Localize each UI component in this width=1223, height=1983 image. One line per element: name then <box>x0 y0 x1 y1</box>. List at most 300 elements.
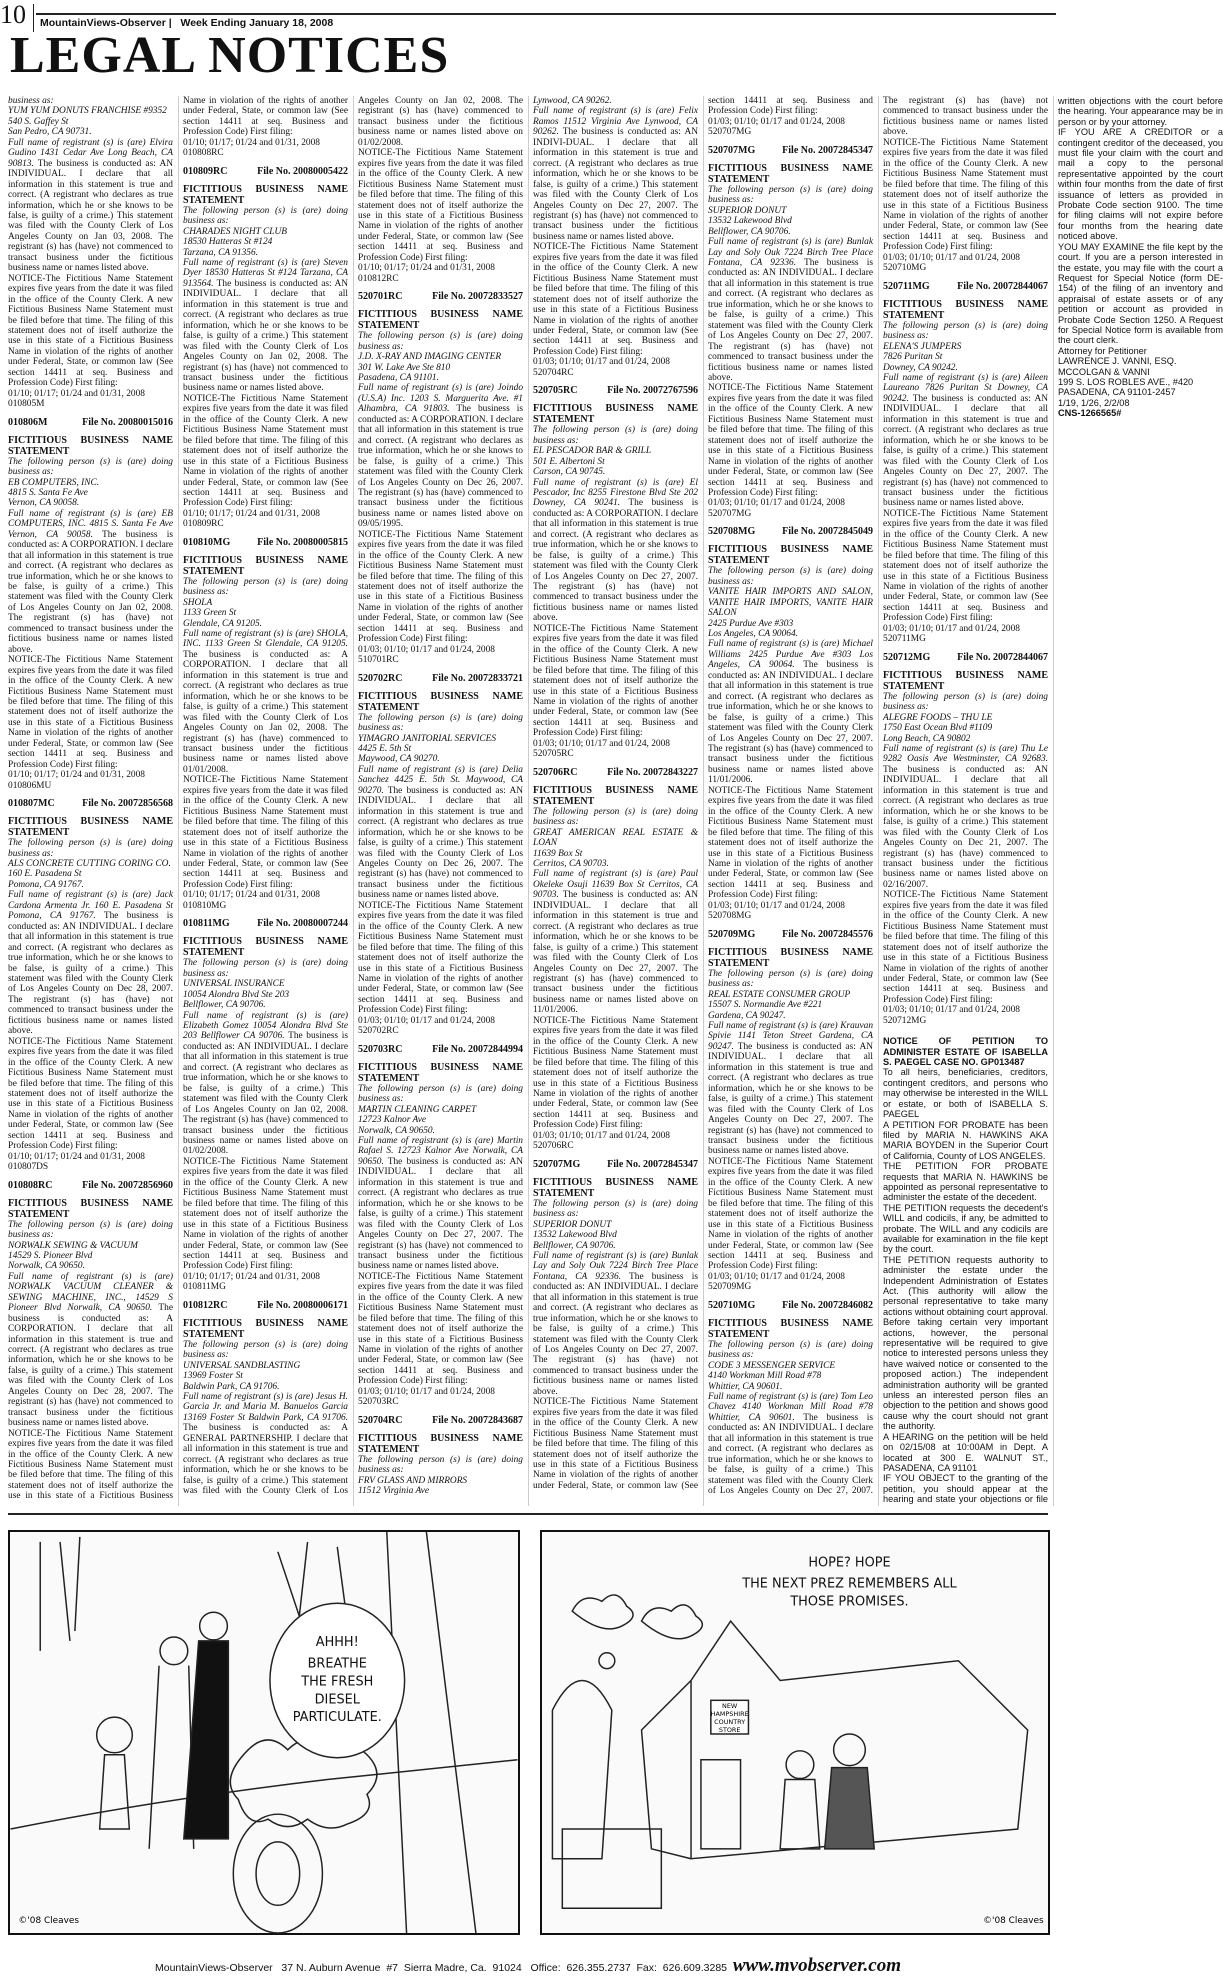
dba-line: YIMAGRO JANITORIAL SERVICES <box>358 733 497 744</box>
dba-line: Cerritos, CA 90703. <box>533 859 609 869</box>
dba-line: Bellflower, CA 90706. <box>708 226 791 237</box>
dba-line: Pomona, CA 91767. <box>8 879 84 890</box>
registrant-prefix: Full name of registrant (s) is (are) <box>8 137 146 148</box>
declaration: I declare that all information in this statement is true and correct. (A registrant who declares as true information, which he or she knows to be false, is guilty of a crime.) <box>533 900 699 953</box>
notice-heading: FICTITIOUS BUSINESS NAME STATEMENT <box>708 1317 873 1340</box>
dba-line: 13532 Lakewood Blvd <box>533 1230 617 1241</box>
file-prefix: File No. <box>782 526 816 538</box>
reference-code: 520711MG <box>883 634 926 645</box>
commence-status: The registrant (s) has (have) not commenced to transact business under the fictitious business name or names listed above. <box>708 1115 873 1157</box>
notice-boilerplate: NOTICE-The Fictitious Name Statement expires five years from the date it was filed in the office of the County Clerk. A new Fictitious Business Name Statement must be filed before that time. The filing of this statement does not of itself authorize the use in this state of a Fictitious Business Name in violation of the rights of another under Federal, State, or common law (See section 14411 at seq. Business and Profession Code) First filing: <box>883 137 1048 253</box>
file-prefix: File No. <box>782 144 816 156</box>
registrant <box>183 629 348 649</box>
filed-date: Dec 27, 2007. <box>443 1230 503 1241</box>
reference-code: 520705RC <box>533 749 574 760</box>
filed-prefix: This statement was filed with the County Clerk of Los Angeles County on <box>183 702 349 734</box>
registrant-paragraph <box>533 478 698 624</box>
notice-code: 520704RC <box>358 1414 403 1426</box>
notice-header <box>358 1044 523 1055</box>
conducted-as: AN INDIVIDUAL. <box>8 158 173 180</box>
notice-heading: FICTITIOUS BUSINESS NAME STATEMENT <box>708 544 873 567</box>
notice-boilerplate: NOTICE-The Fictitious Name Statement expires five years from the date it was filed in the office of the County Clerk. A new Fictitious Business Name Statement must be filed before that time. The filing of this statement does not of itself authorize the use in this state of a Fictitious Business Name in violation of the rights of another under Federal, State, or common law (See section 14411 at seq. Business and Profession Code) First filing: <box>358 529 523 645</box>
publication-dates: 01/03; 01/10; 01/17 and 01/24, 2008 <box>883 623 1020 634</box>
publication-dates: 01/03; 01/10; 01/17 and 01/24, 2008 <box>708 900 845 911</box>
dba-line: Gardena, CA 90247. <box>708 1010 786 1021</box>
declaration: I declare that all information in this statement is true and correct. (A registrant who declares as true information, which he or she knows to be false, is guilty of a crime.) <box>8 921 173 974</box>
file-no: 20080015016 <box>118 416 173 428</box>
filed-date: Jan 03, 2008. <box>94 231 153 242</box>
file-no: 20072844067 <box>993 280 1048 292</box>
conducted-prefix: The business is conducted as: <box>883 764 1025 775</box>
dba-line: Vernon, CA 90058. <box>8 498 80 509</box>
dba-line: 301 W. Lake Ave Ste 810 <box>358 362 451 373</box>
notice-code: 520712MG <box>883 651 931 663</box>
dba-line: Long Beach, CA 90802 <box>883 733 971 744</box>
publication-dates: 01/10; 01/17; 01/24 and 01/31, 2008 <box>183 890 320 901</box>
file-prefix: File No. <box>957 280 991 292</box>
dba-line: ALEGRE FOODS – THU LE <box>883 712 993 723</box>
notice-boilerplate: NOTICE-The Fictitious Name Statement expires five years from the date it was filed in the office of the County Clerk. A new Fictitious Business Name Statement must be filed before that time. The filing of this statement does not of itself authorize the use in this state of a Fictitious Business Name in violation of the rights of another under Federal, State, or common law (See section 14411 at seq. Business and Profession Code) First filing: <box>533 1015 698 1131</box>
notice-code: 520707MG <box>533 1158 581 1170</box>
publication-dates: 01/03; 01/10; 01/17 and 01/24, 2008 <box>883 252 1020 263</box>
filed-date: Dec 27, 2007. <box>817 331 874 342</box>
publication-dates: 01/03; 01/10; 01/17 and 01/24, 2008 <box>533 357 670 368</box>
file-no: 20072844994 <box>468 1043 523 1055</box>
artist-signature: ©'08 Cleaves <box>18 1916 79 1927</box>
dba-line: 11639 Box St <box>533 848 583 859</box>
notice-heading: FICTITIOUS BUSINESS NAME STATEMENT <box>533 1176 698 1199</box>
petition-paragraph: 199 S. LOS ROBLES AVE., #420 <box>1058 376 1194 387</box>
conducted-prefix: The business is conducted as: <box>216 278 332 289</box>
dba-line: SUPERIOR DONUT <box>708 205 787 216</box>
dba-line: 13532 Lakewood Blvd <box>708 216 792 227</box>
filed-prefix: This statement was filed with the County Clerk of Los Angeles County on <box>8 1365 174 1397</box>
reference-code: 010806MU <box>8 780 52 791</box>
registrant-paragraph <box>533 869 698 1015</box>
intro-text: The following person (s) is (are) doing business as: <box>8 456 173 478</box>
store-sign-line: COUNTRY <box>714 1718 746 1727</box>
commence-status: The registrant (s) has (have) not commenced to transact business under the fictitious business name or names listed above. <box>358 1230 523 1272</box>
dba-line: Whittier, CA 90601. <box>708 1381 783 1392</box>
filed-date: Jan 02, 2008. <box>444 96 503 106</box>
speech-line: PARTICULATE. <box>292 1710 382 1726</box>
commence-status: The registrant (s) has (have) commenced to transact business under the fictitious business name or names listed above 11/01/2006. <box>708 744 873 786</box>
file-number <box>607 1159 698 1170</box>
file-prefix: File No. <box>257 536 291 548</box>
file-prefix: File No. <box>257 1299 291 1311</box>
notice-heading: FICTITIOUS BUSINESS NAME STATEMENT <box>533 403 698 426</box>
notice-heading: FICTITIOUS BUSINESS NAME STATEMENT <box>358 1432 523 1455</box>
conducted-as: AN INDIVIDUAL. <box>762 268 837 279</box>
file-prefix: File No. <box>257 165 291 177</box>
conducted-prefix: The business is conducted as: <box>37 158 156 169</box>
declaration: I declare that all information in this statement is true and correct. (A registrant who declares as true information, which he or she knows to be false, is guilty of a crime.) <box>533 137 699 190</box>
notice-boilerplate: NOTICE-The Fictitious Name Statement expires five years from the date it was filed in the office of the County Clerk. A new Fictitious Business Name Statement must be filed before that time. The filing of this statement does not of itself authorize the use in this state of a Fictitious Business Name in violation of the rights of another under Federal, State, or common law (See section 14411 at seq. Business and Profession Code) First filing: <box>183 393 348 509</box>
dba-line: Norwalk, CA 90650. <box>8 1261 85 1272</box>
caption-line: THE NEXT PREZ REMEMBERS ALL <box>742 1576 957 1592</box>
petition-paragraph: THE PETITION FOR PROBATE requests that MARIA N. HAWKINS be appointed as personal representative to administer the estate of the decedent. <box>883 1161 1048 1203</box>
reference-code: 010809RC <box>183 519 224 530</box>
reference-code: 010807DS <box>8 1162 49 1173</box>
filed-prefix: This statement was filed with the County Clerk of Los Angeles County on <box>358 838 524 869</box>
notice-header <box>358 1415 523 1426</box>
speech-line: THE FRESH <box>301 1674 374 1690</box>
filed-prefix: This statement was filed with the County Clerk of Los Angeles County on <box>183 96 439 1497</box>
notice-code: 520711MG <box>883 280 930 292</box>
file-number <box>432 1044 523 1055</box>
dba-line: REAL ESTATE CONSUMER GROUP <box>708 989 851 1000</box>
commence-status: The registrant (s) has (have) commenced to transact business under the fictitious business name or names listed above 01/01/2008. <box>183 723 348 775</box>
intro-text: The following person (s) is (are) doing business as: <box>358 1083 523 1105</box>
conducted-prefix: The business is conducted as: <box>8 529 173 551</box>
reference-code: 510701RC <box>358 655 399 666</box>
notice-code: 010806M <box>8 416 48 428</box>
registrant-prefix: Full name of registrant (s) is (are) <box>708 1392 838 1403</box>
file-prefix: File No. <box>432 291 466 303</box>
dba-line: 7826 Puritan St <box>883 352 943 363</box>
dba-line: CHARADES NIGHT CLUB <box>183 226 287 237</box>
filed-prefix: This statement was filed with the County Clerk of Los Angeles County on <box>8 582 173 613</box>
notice-heading: FICTITIOUS BUSINESS NAME STATEMENT <box>358 309 523 332</box>
commence-status: The registrant (s) has (have) not commenced to transact business under the fictitious business name or names listed above. <box>8 231 173 274</box>
registrant-paragraph <box>358 765 523 901</box>
commence-status: The registrant (s) has (have) not commenced to transact business under the fictitious business name or names listed above. <box>883 96 1048 138</box>
filed-date: Dec 21, 2007. <box>968 838 1028 849</box>
store-sign-line: HAMPSHIRE <box>710 1710 749 1719</box>
publication-dates: 01/03; 01/10; 01/17 and 01/24, 2008 <box>708 1271 845 1282</box>
registrant-paragraph <box>883 373 1048 509</box>
dba-line: 4815 S. Santa Fe Ave <box>8 487 88 498</box>
file-no: 20080005422 <box>293 165 348 177</box>
file-number <box>957 281 1048 292</box>
file-no: 20072845049 <box>818 526 873 538</box>
fictitious-business-notice <box>8 417 173 792</box>
notice-boilerplate: NOTICE-The Fictitious Name Statement expires five years from the date it was filed in the office of the County Clerk. A new Fictitious Business Name Statement must be filed before that time. The filing of this statement does not of itself authorize the use in this state of a Fictitious Business Name in violation of the rights of another under Federal, State, or common law (See section 14411 at seq. Business and Profession Code) First filing: <box>183 1156 348 1272</box>
notice-boilerplate: NOTICE-The Fictitious Name Statement expires five years from the date it was filed in the office of the County Clerk. A new Fictitious Business Name Statement must be filed before that time. The filing of this statement does not of itself authorize the use in this state of a Fictitious Business Name in violation of the rights of another under Federal, State, or common law (See section 14411 at seq. Business and Profession Code) First filing: <box>533 96 873 1491</box>
dba-line: 1133 Green St <box>183 608 237 619</box>
notice-header <box>8 798 173 809</box>
dba-line: J.D. X-RAY AND IMAGING CENTER <box>358 352 502 363</box>
dba-line: 12723 Kalnor Ave <box>358 1115 427 1126</box>
dba-line: Los Angeles, CA 90064. <box>708 629 799 640</box>
file-prefix: File No. <box>782 1299 816 1311</box>
notice-heading: FICTITIOUS BUSINESS NAME STATEMENT <box>708 946 873 969</box>
registrant-paragraph <box>883 744 1048 890</box>
notice-heading: FICTITIOUS BUSINESS NAME STATEMENT <box>8 434 173 457</box>
notice-code: 520707MG <box>708 144 756 156</box>
registrant-prefix: Full name of registrant (s) is (are) <box>883 372 1021 383</box>
file-no: 20072844067 <box>993 651 1048 663</box>
reference-code: 010812RC <box>358 273 399 284</box>
reference-code: 520710MG <box>883 263 927 274</box>
conducted-prefix: The business is conducted as: <box>562 127 681 138</box>
commence-status: The registrant (s) has (have) commenced to transact business under the fictitious business name or names listed above on 11/01/2006. <box>533 963 698 1016</box>
dba-line: 1750 East Ocean Blvd #1109 <box>883 723 993 734</box>
conducted-prefix: The business is conducted as: <box>912 393 1031 404</box>
intro-text: The following person (s) is (are) doing business as: <box>183 205 348 227</box>
notice-header <box>708 929 873 940</box>
conducted-prefix: The business is conducted as: <box>562 890 681 901</box>
file-number <box>782 929 873 940</box>
notice-boilerplate: NOTICE-The Fictitious Name Statement expires five years from the date it was filed in the office of the County Clerk. A new Fictitious Business Name Statement must be filed before that time. The filing of this statement does not of itself authorize the use in this state of a Fictitious Business Name in violation of the rights of another under Federal, State, or common law (See section 14411 at seq. Business and Profession Code) First filing: <box>883 890 1048 1005</box>
registrant-prefix: Full name of registrant (s) is (are) <box>533 869 676 880</box>
fictitious-business-notice <box>708 526 873 921</box>
declaration: I declare that all information in this statement is true and correct. (A registrant who declares as true information, which he or she knows to be false, is guilty of a crime.) <box>183 1433 348 1486</box>
dba-line: 2425 Purdue Ave #303 <box>708 618 794 629</box>
fictitious-business-notice <box>183 918 348 1293</box>
dba-line: 14529 S. Pioneer Blvd <box>8 1250 93 1261</box>
notice-heading: FICTITIOUS BUSINESS NAME STATEMENT <box>8 816 173 839</box>
file-no: 20072846082 <box>818 1299 873 1311</box>
registrant-paragraph <box>183 629 348 775</box>
notice-header <box>533 385 698 396</box>
notice-boilerplate: NOTICE-The Fictitious Name Statement expires five years from the date it was filed in the office of the County Clerk. A new Fictitious Business Name Statement must be filed before that time. The filing of this statement does not of itself authorize the use in this state of a Fictitious Business Name in violation of the rights of another under Federal, State, or common law (See section 14411 at seq. Business and Profession Code) First filing: <box>8 1036 173 1152</box>
registrant-name: Bunlak Lay and Soly Ouk 7224 Birch Tree Place Fontana, CA 92336. <box>708 237 873 268</box>
reference-code: 010808RC <box>183 148 224 159</box>
file-no: 20072845576 <box>818 928 873 940</box>
declaration: I declare that all information in this statement is true and correct. (A registrant who declares as true information, which he or she knows to be false, is guilty of a crime.) <box>533 508 699 561</box>
notice-heading: FICTITIOUS BUSINESS NAME STATEMENT <box>358 690 523 713</box>
intro-text: The following person (s) is (are) doing business as: <box>708 566 873 587</box>
notice-boilerplate: NOTICE-The Fictitious Name Statement expires five years from the date it was filed in the office of the County Clerk. A new Fictitious Business Name Statement must be filed before that time. The filing of this statement does not of itself authorize the use in this state of a Fictitious Business Name in violation of the rights of another under Federal, State, or common law (See section 14411 at seq. Business and Profession Code) First filing: <box>358 1271 523 1387</box>
artist-signature: ©'08 Cleaves <box>983 1916 1044 1927</box>
registrant-prefix: Full name of registrant (s) is (are) <box>358 764 498 775</box>
filed-date: Jan 02, 2008. <box>118 602 173 613</box>
intro-text: The following person (s) is (are) doing business as: <box>708 1339 873 1361</box>
dba-line: YUM YUM DONUTS FRANCHISE #9352 <box>8 106 167 117</box>
filed-date: Jan 02, 2008. <box>269 352 328 363</box>
dba-line: 4140 Workman Mill Road #78 <box>708 1371 822 1382</box>
notice-header <box>533 1159 698 1170</box>
store-sign-line: NEW <box>722 1702 738 1711</box>
file-no: 20072843227 <box>643 766 698 778</box>
petition-paragraph: MCCOLGAN & VANNI <box>1058 366 1150 377</box>
legal-notices-columns <box>8 96 1223 1506</box>
filed-prefix: This statement was filed with the County Clerk of Los Angeles County on <box>358 456 523 488</box>
petition-paragraph: LAWRENCE J. VANNI, ESQ. <box>1058 356 1177 367</box>
notice-heading: FICTITIOUS BUSINESS NAME STATEMENT <box>708 162 873 185</box>
conducted-as: AN INDIVIDUAL. <box>587 1282 662 1293</box>
declaration: I declare that all information in this statement is true and correct. (A registrant who declares as true information, which he or she knows to be false, is guilty of a crime.) <box>533 1282 698 1335</box>
registrant-paragraph <box>358 1136 523 1272</box>
registrant-name: Steven Dyer 18530 Hatteras St #124 Tarzana, CA 913564. <box>183 257 348 289</box>
filed-prefix: This statement was filed with the County Clerk of Los Angeles County on <box>183 1083 348 1115</box>
registrant-prefix: Full name of registrant (s) is (are) <box>358 1135 494 1146</box>
conducted-as: AN INDIVIDUAL. <box>358 1156 523 1178</box>
conducted-as: AN INDIVIDUAL. <box>762 1423 837 1434</box>
file-prefix: File No. <box>432 1043 466 1055</box>
publication-dates: 01/10; 01/17; 01/24 and 01/31, 2008 <box>183 1271 320 1282</box>
registrant-paragraph <box>183 1011 348 1157</box>
dba-line: Maywood, CA 90270. <box>358 754 440 765</box>
file-number <box>607 767 698 778</box>
intro-text: The following person (s) is (are) doing business as: <box>708 184 873 206</box>
declaration: I declare that all information in this statement is true and correct. (A registrant who declares as true information, which he or she knows to be false, is guilty of a crime.) <box>183 289 349 342</box>
commence-status: The registrant (s) has (have) commenced to transact business under the fictitious business name or names listed above on 02/16/2007. <box>883 838 1048 890</box>
conducted-prefix: The business is conducted as: <box>533 498 698 519</box>
file-no: 20072767596 <box>643 385 698 397</box>
paper-name: MountainViews-Observer | <box>40 17 172 29</box>
intro-text: The following person (s) is (are) doing business as: <box>183 1339 348 1361</box>
registrant-name: SHOLA, INC. 1133 Green St Glendale, CA 91205. <box>183 629 348 650</box>
notice-code: 010810MG <box>183 536 231 548</box>
registrant-name: Tom Leo Chavez 4140 Workman Mill Road #78 Whittier, CA 90601. <box>708 1392 873 1423</box>
intro-text: The following person (s) is (are) doing business as: <box>8 838 173 859</box>
notice-header <box>183 1300 348 1311</box>
petition-paragraph: Attorney for Petitioner <box>1058 345 1147 356</box>
dba-line: Carson, CA 90745. <box>533 467 606 478</box>
intro-text: The following person (s) is (are) doing business as: <box>358 712 523 734</box>
footer <box>0 1955 1056 1977</box>
registrant-name: Bunlak Lay and Soly Ouk 7224 Birch Tree Place Fontana, CA 92336. <box>533 1250 698 1282</box>
dba-line: MARTIN CLEANING CARPET <box>358 1104 477 1115</box>
fictitious-business-notice <box>8 96 173 410</box>
notice-boilerplate: NOTICE-The Fictitious Name Statement expires five years from the date it was filed in the office of the County Clerk. A new Fictitious Business Name Statement must be filed before that time. The filing of this statement does not of itself authorize the use in this state of a Fictitious Business Name in violation of the rights of another under Federal, State, or common law (See section 14411 at seq. Business and Profession Code) First filing: <box>8 273 173 389</box>
fictitious-business-notice <box>533 767 698 1152</box>
dba-line: 13969 Foster St <box>183 1371 243 1382</box>
notice-heading: FICTITIOUS BUSINESS NAME STATEMENT <box>358 1061 523 1084</box>
commence-status: The registrant (s) has (have) not commenced to transact business under the fictitious business name or names listed above. <box>883 467 1048 509</box>
registrant-prefix: Full name of registrant (s) is (are) <box>8 508 156 519</box>
notice-boilerplate: NOTICE-The Fictitious Name Statement expires five years from the date it was filed in the office of the County Clerk. A new Fictitious Business Name Statement must be filed before that time. The filing of this statement does not of itself authorize the use in this state of a Fictitious Business Name in violation of the rights of another under Federal, State, or common law (See section 14411 at seq. Business and Profession Code) First filing: <box>708 785 873 901</box>
notice-boilerplate: NOTICE-The Fictitious Name Statement expires five years from the date it was filed in the office of the County Clerk. A new Fictitious Business Name Statement must be filed before that time. The filing of this statement does not of itself authorize the use in this state of a Fictitious Business Name in violation of the rights of another under Federal, State, or common law (See section 14411 at seq. Business and Profession Code) First filing: <box>8 655 173 770</box>
file-number <box>782 1300 873 1311</box>
intro-text: The following person (s) is (are) doing business as: <box>533 425 698 446</box>
file-no: 20072843687 <box>468 1414 523 1426</box>
file-number <box>432 1415 523 1426</box>
filed-date: Dec 27, 2007. <box>968 467 1028 478</box>
declaration: I declare that all information in this statement is true and correct. (A registrant who declares as true information, which he or she knows to be false, is guilty of a crime.) <box>358 414 524 467</box>
fictitious-business-notice <box>533 385 698 760</box>
registrant-paragraph <box>358 383 523 529</box>
notice-header <box>708 526 873 537</box>
notice-header <box>708 1300 873 1311</box>
intro-text: The following person (s) is (are) doing business as: <box>883 320 1048 342</box>
conducted-prefix: The business is conducted as: <box>708 660 873 681</box>
petition-paragraph: THE PETITION requests authority to administer the estate under the Independent Administration of Estates Act. (This authority will allow the personal representative to take many actions without obtaining court approval. Before taking certain very important actions, however, the personal representative will be required to give notice to interested persons unless they have waived notice or consented to the proposed action.) The independent administration authority will be granted unless an interested person files an objection to the petition and shows good cause why the court should not grant the authority. <box>883 1254 1048 1432</box>
conducted-as: AN INDIVIDUAL. <box>883 764 1049 786</box>
fictitious-business-notice <box>708 929 873 1293</box>
filed-date: Dec 27, 2007. <box>618 963 678 974</box>
dba-line: 15507 S. Normandie Ave #221 <box>708 1000 823 1011</box>
petition-paragraph: A PETITION FOR PROBATE has been filed by MARIA N. HAWKINS AKA MARIA BOYDEN in the Superior Court of California, County of LOS ANGELES. <box>883 1119 1048 1161</box>
registrant-name: El Pescador, Inc 8255 Firestone Blvd Ste 202 Downey, CA 90241. <box>533 477 698 509</box>
cartoon-drawing <box>542 1532 1048 1933</box>
commence-status: The registrant (s) has (have) not commenced to transact business under the fictitious business name or names listed above. <box>8 994 173 1037</box>
notice-header <box>533 767 698 778</box>
registrant-name: Jesus H. Garcia Jr. and Maria M. Banuelos Garcia 13169 Foster St Baldwin Park, CA 91706. <box>183 1392 349 1423</box>
file-number <box>82 1180 173 1191</box>
notice-header <box>183 166 348 177</box>
registrant-prefix: Full name of registrant (s) is (are) <box>883 744 1018 755</box>
file-prefix: File No. <box>607 385 641 397</box>
caption-line: THOSE PROMISES. <box>790 1594 909 1610</box>
dba-line: CODE 3 MESSENGER SERVICE <box>708 1360 836 1371</box>
speech-line: BREATHE <box>307 1656 367 1672</box>
commence-status: The registrant (s) has (have) not commenced to transact business under the fictitious business name or names listed above. <box>533 1355 698 1397</box>
notice-heading: FICTITIOUS BUSINESS NAME STATEMENT <box>183 1317 348 1340</box>
conducted-prefix: The business is conducted as: <box>708 257 873 279</box>
declaration: I declare that all information in this statement is true and correct. (A registrant who declares as true information, which he or she knows to be false, is guilty of a crime.) <box>358 1167 524 1220</box>
website-link[interactable]: www.mvobserver.com <box>732 1955 902 1976</box>
filed-date: Dec 26, 2007. <box>443 859 503 869</box>
file-prefix: File No. <box>432 672 466 684</box>
notice-heading: FICTITIOUS BUSINESS NAME STATEMENT <box>183 936 348 959</box>
registrant-prefix: Full name of registrant (s) is (are) <box>8 890 152 901</box>
file-prefix: File No. <box>782 928 816 940</box>
declaration: I declare that all information in this statement is true and correct. (A registrant who declares as true information, which he or she knows to be false, is guilty of a crime.) <box>8 169 174 221</box>
reference-code: 010805M <box>8 399 45 410</box>
notice-code: 520702RC <box>358 672 403 684</box>
filed-date: Jan 02, 2008. <box>293 1104 348 1115</box>
registrant-prefix: Full name of registrant (s) is (are) <box>183 1010 348 1021</box>
conducted-as: AN INDIVIDUAL. <box>533 890 698 911</box>
notice-boilerplate: NOTICE-The Fictitious Name Statement expires five years from the date it was filed in the office of the County Clerk. A new Fictitious Business Name Statement must be filed before that time. The filing of this statement does not of itself authorize the use in this state of a Fictitious Business Name in violation of the rights of another under Federal, State, or common law (See section 14411 at seq. Business and Profession Code) First filing: <box>883 508 1048 624</box>
conducted-as: AN INDIVIDUAL. <box>62 921 137 932</box>
declaration: I declare that all information in this statement is true and correct. (A registrant who declares as true information, which he or she knows to be false, is guilty of a crime.) <box>708 268 873 321</box>
registrant-name: Felix Ramos 11512 Virginia Ave Lynwood, CA 90262. <box>533 106 698 138</box>
filed-prefix: This statement was filed with the County Clerk of Los Angeles County on <box>883 446 1049 478</box>
dba-line: Bellflower, CA 90706. <box>533 1240 616 1251</box>
commence-status: The registrant (s) has (have) commenced to transact business under the fictitious business name or names listed above on 09/05/1995. <box>358 487 523 530</box>
registrant-prefix: Full name of registrant (s) is (are) <box>183 629 314 640</box>
notice-heading: FICTITIOUS BUSINESS NAME STATEMENT <box>183 554 348 577</box>
publication-dates: 01/03; 01/10; 01/17 and 01/24, 2008 <box>533 738 670 749</box>
issue-date: Week Ending January 18, 2008 <box>180 17 334 29</box>
registrant-paragraph <box>708 639 873 785</box>
file-no: 20080006171 <box>293 1299 348 1311</box>
petition-ref: CNS-1266565# <box>1058 408 1122 419</box>
registrant-prefix: Full name of registrant (s) is (are) <box>533 477 684 488</box>
registrant-paragraph <box>533 1251 698 1397</box>
fictitious-business-notice <box>183 166 348 530</box>
file-number <box>82 417 173 428</box>
dba-line: UNIVERSAL SANDBLASTING <box>183 1360 301 1371</box>
registrant-name: Krauvan Spivie 1141 Teton Street Gardena, CA 90247. <box>708 1020 873 1052</box>
notice-code: 520701RC <box>358 291 403 303</box>
notice-header <box>708 145 873 156</box>
publication-dates: 01/03; 01/10; 01/17 and 01/24, 2008 <box>358 1386 495 1397</box>
file-no: 20072856568 <box>118 798 173 810</box>
reference-code: 520704RC <box>533 367 574 378</box>
conducted-as: A CORPORATION. <box>8 1313 174 1335</box>
petition-title: NOTICE OF PETITION TO ADMINISTER ESTATE OF ISABELLA S. PAEGEL CASE NO. GP013487 <box>883 1036 1048 1068</box>
registrant-prefix: Full name of registrant (s) is (are) <box>8 1271 173 1282</box>
speech-exclaim: AHHH! <box>315 1634 359 1650</box>
intro-text: The following person (s) is (are) doing business as: <box>533 806 698 828</box>
cartoon-drawing <box>10 1532 518 1933</box>
filed-prefix: This statement was filed with the County Clerk of Los Angeles County on <box>8 210 174 242</box>
intro-text: The following person (s) is (are) doing business as: <box>708 968 873 990</box>
filed-date: Dec 27, 2007. <box>642 1345 699 1356</box>
dba-line: VANITE HAIR IMPORTS AND SALON, VANITE HAIR IMPORTS, VANITE HAIR SALON <box>708 587 873 619</box>
publication-dates: 01/10; 01/17; 01/24 and 01/31, 2008 <box>8 388 145 399</box>
dba-line: Baldwin Park, CA 91706. <box>183 1381 280 1392</box>
registrant-prefix: Full name of registrant (s) is (are) <box>183 257 320 268</box>
declaration: I declare that all information in this statement is true and correct. (A registrant who declares as true information, which he or she knows to be false, is guilty of a crime.) <box>183 660 349 713</box>
file-number <box>257 537 348 548</box>
reference-code: 520712MG <box>883 1015 927 1026</box>
filed-date: Dec 27, 2007. <box>642 571 699 582</box>
notice-header <box>8 417 173 428</box>
petition-paragraph: THE PETITION requests the decedent's WILL and codicils, if any, be admitted to probate. The WILL and any codicils are available for examination in the file kept by the court. <box>883 1202 1048 1255</box>
registrant-paragraph <box>708 1021 873 1157</box>
notice-code: 010811MG <box>183 918 230 930</box>
petition-paragraph: PASADENA, CA 91101-2457 <box>1058 387 1176 398</box>
petition-paragraph: IF YOU OBJECT to the granting of the petition, you should appear at the hearing and state your objections or file written objections with the court before the hearing. Your appearance may be in person or by your attorney. <box>883 96 1223 1505</box>
filed-prefix: This statement was filed with the County Clerk of Los Angeles County on <box>533 550 698 582</box>
notice-heading: FICTITIOUS BUSINESS NAME STATEMENT <box>883 669 1048 692</box>
